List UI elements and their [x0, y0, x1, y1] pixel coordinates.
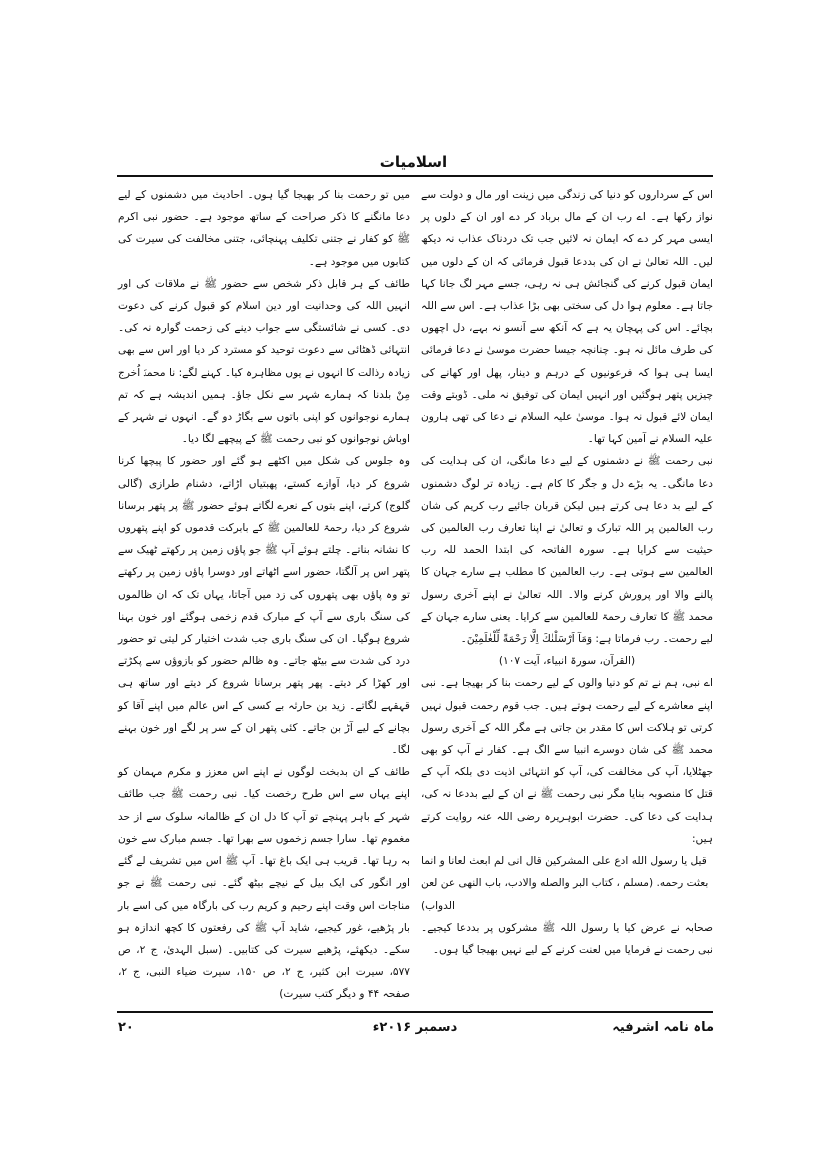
paragraph: طائف کے ان بدبخت لوگوں نے اپنے اس معزز و مکرم مہمان کو اپنے یہاں سے اس طرح رخصت کیا۔ نبی رحمت ﷺ جب طائف شہر کے باہر پہنچے تو آپ کا دل ان کے ظالمانہ سلوک سے از حد مغموم تھا۔ سارا جسم زخموں سے بھرا تھا۔ جسم مبارک سے خون بہ رہا تھا۔ قریب ہی ایک باغ تھا۔ آپ ﷺ اس میں تشریف لے گئے اور انگور کی ایک بیل کے نیچے بیٹھ گئے۔ نبی رحمت ﷺ نے جو مناجات اس وقت اپنے رحیم و کریم رب کی بارگاہ میں کی اسے بار بار پڑھیے، غور کیجیے، شاید آپ ﷺ کی رفعتوں کا کچھ اندازہ ہو سکے۔ دیکھئے، پڑھیے سیرت کی کتابیں۔ (سبل الہدیٰ، ج ۲، ص ۵۷۷، سیرت ابن کثیر، ج ۲، ص ۱۵۰، سیرت ضیاء النبی، ج ۲، صفحہ ۴۴ و دیگر کتب سیرت) — [118, 766, 410, 1001]
page-number: ۲۰ — [118, 1020, 134, 1035]
magazine-name: ماہ نامہ اشرفیہ — [612, 1020, 714, 1035]
paragraph: اس کے سرداروں کو دنیا کی زندگی میں زینت اور مال و دولت سے نواز رکھا ہے۔ اے رب ان کے مال برباد کر دے اور ان کے دلوں پر ایسی مہر کر دے کہ ایمان نہ لائیں جب تک دردناک عذاب نہ دیکھ لیں۔ اللہ تعالیٰ نے ان کی بددعا قبول فرمائی کہ ان کے دلوں میں ایمان قبول کرنے کی گنجائش ہی نہ رہی، جسے مہر لگ جانا کہا جاتا ہے۔ معلوم ہوا دل کی سختی بھی بڑا عذاب ہے۔ اس سے اللہ بچائے۔ اس کی پہچان یہ ہے کہ آنکھ سے آنسو نہ بہے، دل اچھوں کی طرف مائل نہ ہو۔ چنانچہ جیسا حضرت موسیٰ نے دعا فرمائی ایسا ہی ہوا کہ فرعونیوں کے درہم و دینار، پھل اور کھانے کی چیزیں پتھر ہوگئیں اور انہیں ایمان کی توفیق نہ ملی۔ ڈوبتے وقت ایمان لائے قبول نہ ہوا۔ موسیٰ علیہ السلام نے دعا کی تھی ہارون علیہ السلام نے آمین کہا تھا۔ — [421, 189, 713, 446]
paragraph: وہ جلوس کی شکل میں اکٹھے ہو گئے اور حضور کا پیچھا کرنا شروع کر دیا، آوازے کستے، پھبتیاں اڑاتے، دشنام طرازی (گالی گلوج) کرتے، اپنے بتوں کے نعرے لگاتے ہوئے حضور ﷺ پر پتھر برسانا شروع کر دیا، رحمۃ للعالمین ﷺ کے بابرکت قدموں کو اپنے پتھروں کا نشانہ بناتے۔ چلتے ہوئے آپ ﷺ جو پاؤں زمین پر رکھتے ٹھیک سے پتھر اس پر آلگتا، حضور اسے اٹھاتے اور دوسرا پاؤں زمین پر رکھتے تو وہ پاؤں بھی پتھروں کی زد میں آجاتا، یہاں تک کہ ان ظالموں کی سنگ باری سے آپ کے مبارک قدم زخمی ہوگئے اور خون بہنا شروع ہوگیا۔ ان کی سنگ باری جب شدت اختیار کر لیتی تو حضور درد کی شدت سے بیٹھ جاتے۔ وہ ظالم حضور کو بازوؤں سے پکڑتے اور کھڑا کر دیتے۔ پھر پتھر برسانا شروع کر دیتے اور ساتھ ہی قہقہے لگاتے۔ زید بن حارثہ بے کسی کے اس عالم میں اپنے آقا کو بچانے کے لیے آڑ بن جاتے۔ کئی پتھر ان کے سر پر لگے اور خون بہنے لگا۔ — [118, 455, 410, 757]
issue-date: دسمبر ۲۰۱۶ء — [372, 1020, 458, 1035]
header-rule — [117, 175, 713, 177]
left-column — [118, 184, 410, 1006]
hadith-arabic: قيل يا رسول الله ادع على المشركين قال انى لم ابعث لعانا و انما بعثت رحمه. (مسلم ، كتاب البر والصله والادب، باب النهى عن لعن الدواب) — [421, 855, 709, 912]
quran-reference: (القرآن، سورۃ انبیاء، آیت ۱۰۷) — [498, 655, 636, 668]
paragraph: اے نبی، ہم نے تم کو دنیا والوں کے لیے رحمت بنا کر بھیجا ہے۔ نبی اپنے معاشرے کے لیے رحمت ہوتے ہیں۔ جب قوم رحمت قبول نہیں کرتی تو ہلاکت اس کا مقدر بن جاتی ہے مگر اللہ کے آخری رسول محمد ﷺ کی شان دوسرے انبیا سے الگ ہے۔ کفار نے آپ کو بھی جھٹلایا، آپ کی مخالفت کی، آپ کو انتہائی اذیت دی بلکہ آپ کے قتل کا منصوبہ بنایا مگر نبی رحمت ﷺ نے ان کے لیے بددعا نہ کی، ہدایت کی دعا کی۔ حضرت ابوہریرہ رضی اللہ عنہ روایت کرتے ہیں: — [421, 677, 713, 845]
paragraph: طائف کے ہر قابل ذکر شخص سے حضور ﷺ نے ملاقات کی اور انہیں اللہ کی وحدانیت اور دین اسلام کو قبول کرنے کی دعوت دی۔ کسی نے شائستگی سے جواب دینے کی زحمت گوارہ نہ کی۔ انتہائی ڈھٹائی سے دعوت توحید کو مسترد کر دیا اور اس سے بھی زیادہ رذالت کا انہوں نے یوں مظاہرہ کیا۔ کہنے لگے: نا محمدؐ اُخرج مِنْ بلدنا کہ ہمارے شہر سے نکل جاؤ۔ ہمیں اندیشہ ہے کہ تم ہمارے نوجوانوں کو اپنی باتوں سے بگاڑ دو گے۔ انہوں نے شہر کے اوباش نوجوانوں کو نبی رحمت ﷺ کے پیچھے لگا دیا۔ — [118, 277, 410, 446]
paragraph: صحابہ نے عرض کیا یا رسول اللہ ﷺ مشرکوں پر بددعا کیجیے۔ نبی رحمت نے فرمایا میں لعنت کرنے کے لیے نہیں بھیجا گیا ہوں۔ — [421, 921, 713, 956]
footer-rule — [117, 1011, 713, 1013]
paragraph: نبی رحمت ﷺ نے دشمنوں کے لیے دعا مانگی، ان کی ہدایت کی دعا مانگی۔ یہ بڑے دل و جگر کا کام ہے۔ زیادہ تر لوگ دشمنوں کے لیے بد دعا ہی کرتے ہیں لیکن قربان جائیے رب کریم کی شان رب العالمین پر اللہ تبارک و تعالیٰ نے اپنا تعارف رب العالمین کی حیثیت سے کرایا ہے۔ سورہ الفاتحہ کی ابتدا الحمد للہ رب العالمین سے ہوتی ہے۔ رب العالمین کا مطلب ہے سارے جہان کا پالنے والا اور پرورش کرنے والا۔ اللہ تعالیٰ نے اپنے آخری رسول محمد ﷺ کا تعارف رحمۃ للعالمین سے کرایا۔ یعنی سارے جہان کے لیے رحمت۔ رب فرماتا ہے: وَمَآ اَرْسَلْنٰكَ اِلَّا رَحْمَةً لِّلْعٰلَمِيْنَ۔ — [421, 455, 713, 646]
paragraph: میں تو رحمت بنا کر بھیجا گیا ہوں۔ احادیث میں دشمنوں کے لیے دعا مانگنے کا ذکر صراحت کے ساتھ موجود ہے۔ حضور نبی اکرم ﷺ کو کفار نے جتنی تکلیف پہنچائی، جتنی مخالفت کی سیرت کی کتابوں میں موجود ہے۔ — [118, 189, 410, 268]
right-column — [421, 184, 713, 961]
page-header-title: اسلامیات — [379, 153, 448, 171]
